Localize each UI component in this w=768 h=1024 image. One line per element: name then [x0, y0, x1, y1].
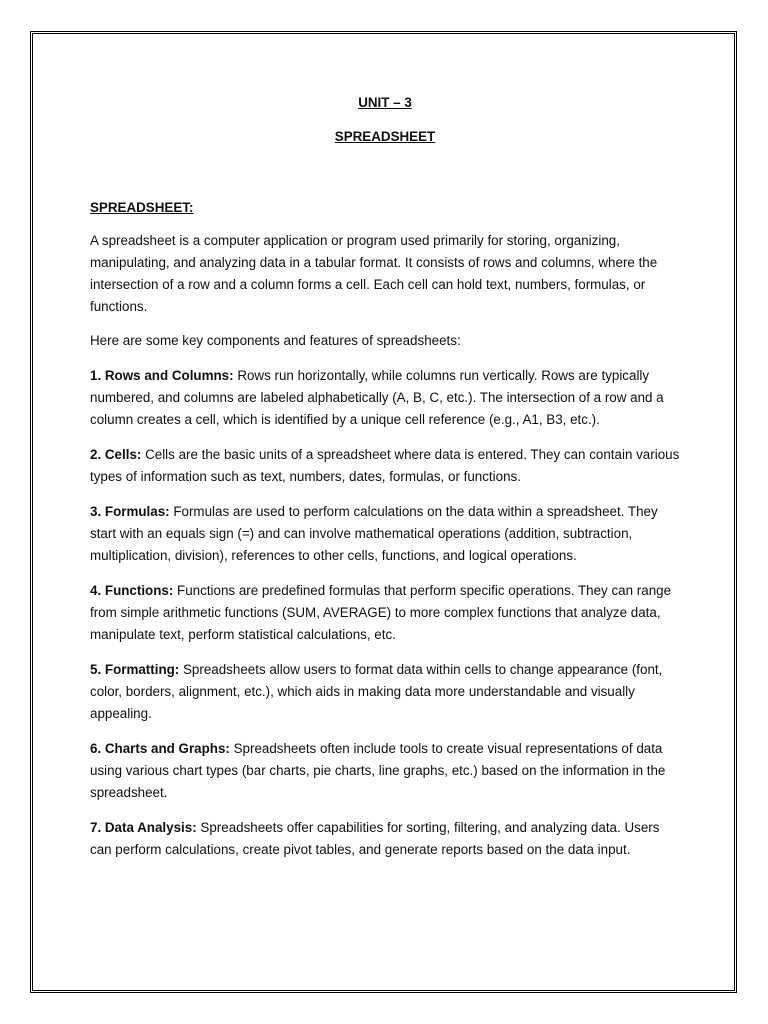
- item-label: 7. Data Analysis:: [90, 820, 197, 835]
- list-item-cells: [90, 444, 680, 488]
- list-item-rows-columns: [90, 365, 680, 431]
- item-text: Rows run horizontally, while columns run vertically. Rows are typically numbered, and columns are labeled alphabetically (A, B, C, etc.). The intersection of a row and a column creates a cell, which is identified by a unique cell reference (e.g., A1, B3, etc.).: [90, 368, 664, 427]
- list-item-formatting: [90, 659, 680, 725]
- list-item-functions: [90, 580, 680, 646]
- item-label: 5. Formatting:: [90, 662, 180, 677]
- lead-in-paragraph: Here are some key components and features of spreadsheets:: [90, 333, 461, 348]
- item-label: 1. Rows and Columns:: [90, 368, 234, 383]
- item-label: 6. Charts and Graphs:: [90, 741, 230, 756]
- item-label: 2. Cells:: [90, 447, 142, 462]
- intro-paragraph: A spreadsheet is a computer application or program used primarily for storing, organizing, manipulating, and analyzing data in a tabular format. It consists of rows and columns, where the intersection of a row and a column forms a cell. Each cell can hold text, numbers, formulas, or functions.: [90, 233, 658, 314]
- item-text: Spreadsheets often include tools to create visual representations of data using various chart types (bar charts, pie charts, line graphs, etc.) based on the information in the spreadsheet.: [90, 741, 666, 800]
- item-text: Formulas are used to perform calculations on the data within a spreadsheet. They start with an equals sign (=) and can involve mathematical operations (addition, subtraction, multiplication, division), references to other cells, functions, and logical operations.: [90, 504, 658, 563]
- item-text: Spreadsheets allow users to format data within cells to change appearance (font, color, borders, alignment, etc.), which aids in making data more understandable and visually appealing.: [90, 662, 663, 721]
- document-body: [90, 94, 680, 861]
- item-label: 4. Functions:: [90, 583, 174, 598]
- document-title: SPREADSHEET: [334, 129, 436, 144]
- section-heading: SPREADSHEET:: [90, 200, 194, 215]
- list-item-data-analysis: [90, 817, 680, 861]
- item-text: Cells are the basic units of a spreadsheet where data is entered. They can contain various types of information such as text, numbers, dates, formulas, or functions.: [90, 447, 680, 484]
- unit-title: UNIT – 3: [358, 95, 412, 110]
- list-item-formulas: [90, 501, 680, 567]
- item-text: Functions are predefined formulas that perform specific operations. They can range from simple arithmetic functions (SUM, AVERAGE) to more complex functions that analyze data, manipulate text, perform statistical calculations, etc.: [90, 583, 672, 642]
- list-item-charts-graphs: [90, 738, 680, 804]
- item-text: Spreadsheets offer capabilities for sorting, filtering, and analyzing data. Users can perform calculations, create pivot tables, and generate reports based on the data input.: [90, 820, 660, 857]
- item-label: 3. Formulas:: [90, 504, 170, 519]
